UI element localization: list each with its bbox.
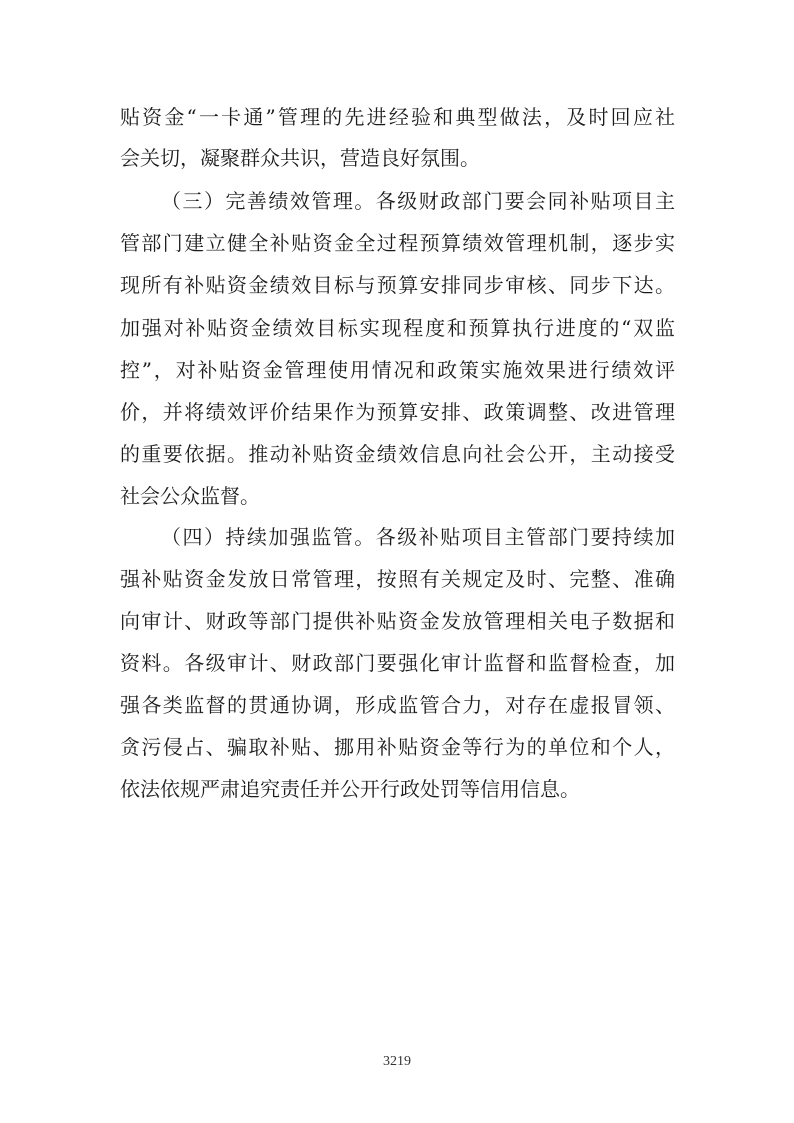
paragraph-1-line-2: 会关切，凝聚群众共识，营造良好氛围。 (120, 146, 480, 170)
paragraph-2-line-4: 加强对补贴资金绩效目标实现程度和预算执行进度的“双监 (120, 316, 675, 340)
paragraph-2-line-3: 现所有补贴资金绩效目标与预算安排同步审核、同步下达。 (120, 273, 675, 297)
paragraph-2-line-2: 管部门建立健全补贴资金全过程预算绩效管理机制，逐步实 (120, 231, 675, 255)
paragraph-3-line-2: 强补贴资金发放日常管理，按照有关规定及时、完整、准确 (120, 567, 675, 591)
paragraph-2-line-7: 的重要依据。推动补贴资金绩效信息向社会公开，主动接受 (120, 442, 675, 466)
paragraph-3-line-7: 依法依规严肃追究责任并公开行政处罚等信用信息。 (120, 777, 580, 801)
paragraph-3-line-5: 强各类监督的贯通协调，形成监管合力，对存在虚报冒领、 (120, 693, 675, 717)
paragraph-3-line-6: 贪污侵占、骗取补贴、挪用补贴资金等行为的单位和个人， (120, 735, 675, 759)
paragraph-3-line-3: 向审计、财政等部门提供补贴资金发放管理相关电子数据和 (120, 609, 675, 633)
page-number: 3219 (383, 1054, 411, 1069)
paragraph-2-line-6: 价，并将绩效评价结果作为预算安排、政策调整、改进管理 (120, 400, 675, 424)
paragraph-2-line-8: 社会公众监督。 (120, 484, 260, 508)
paragraph-2-line-5: 控”，对补贴资金管理使用情况和政策实施效果进行绩效评 (120, 358, 675, 382)
paragraph-3-line-4: 资料。各级审计、财政部门要强化审计监督和监督检查，加 (120, 651, 675, 675)
paragraph-2-line-1: （三）完善绩效管理。各级财政部门要会同补贴项目主 (161, 189, 675, 213)
paragraph-3-line-1: （四）持续加强监管。各级补贴项目主管部门要持续加 (161, 525, 675, 549)
paragraph-1-line-1: 贴资金“一卡通”管理的先进经验和典型做法，及时回应社 (120, 105, 675, 129)
